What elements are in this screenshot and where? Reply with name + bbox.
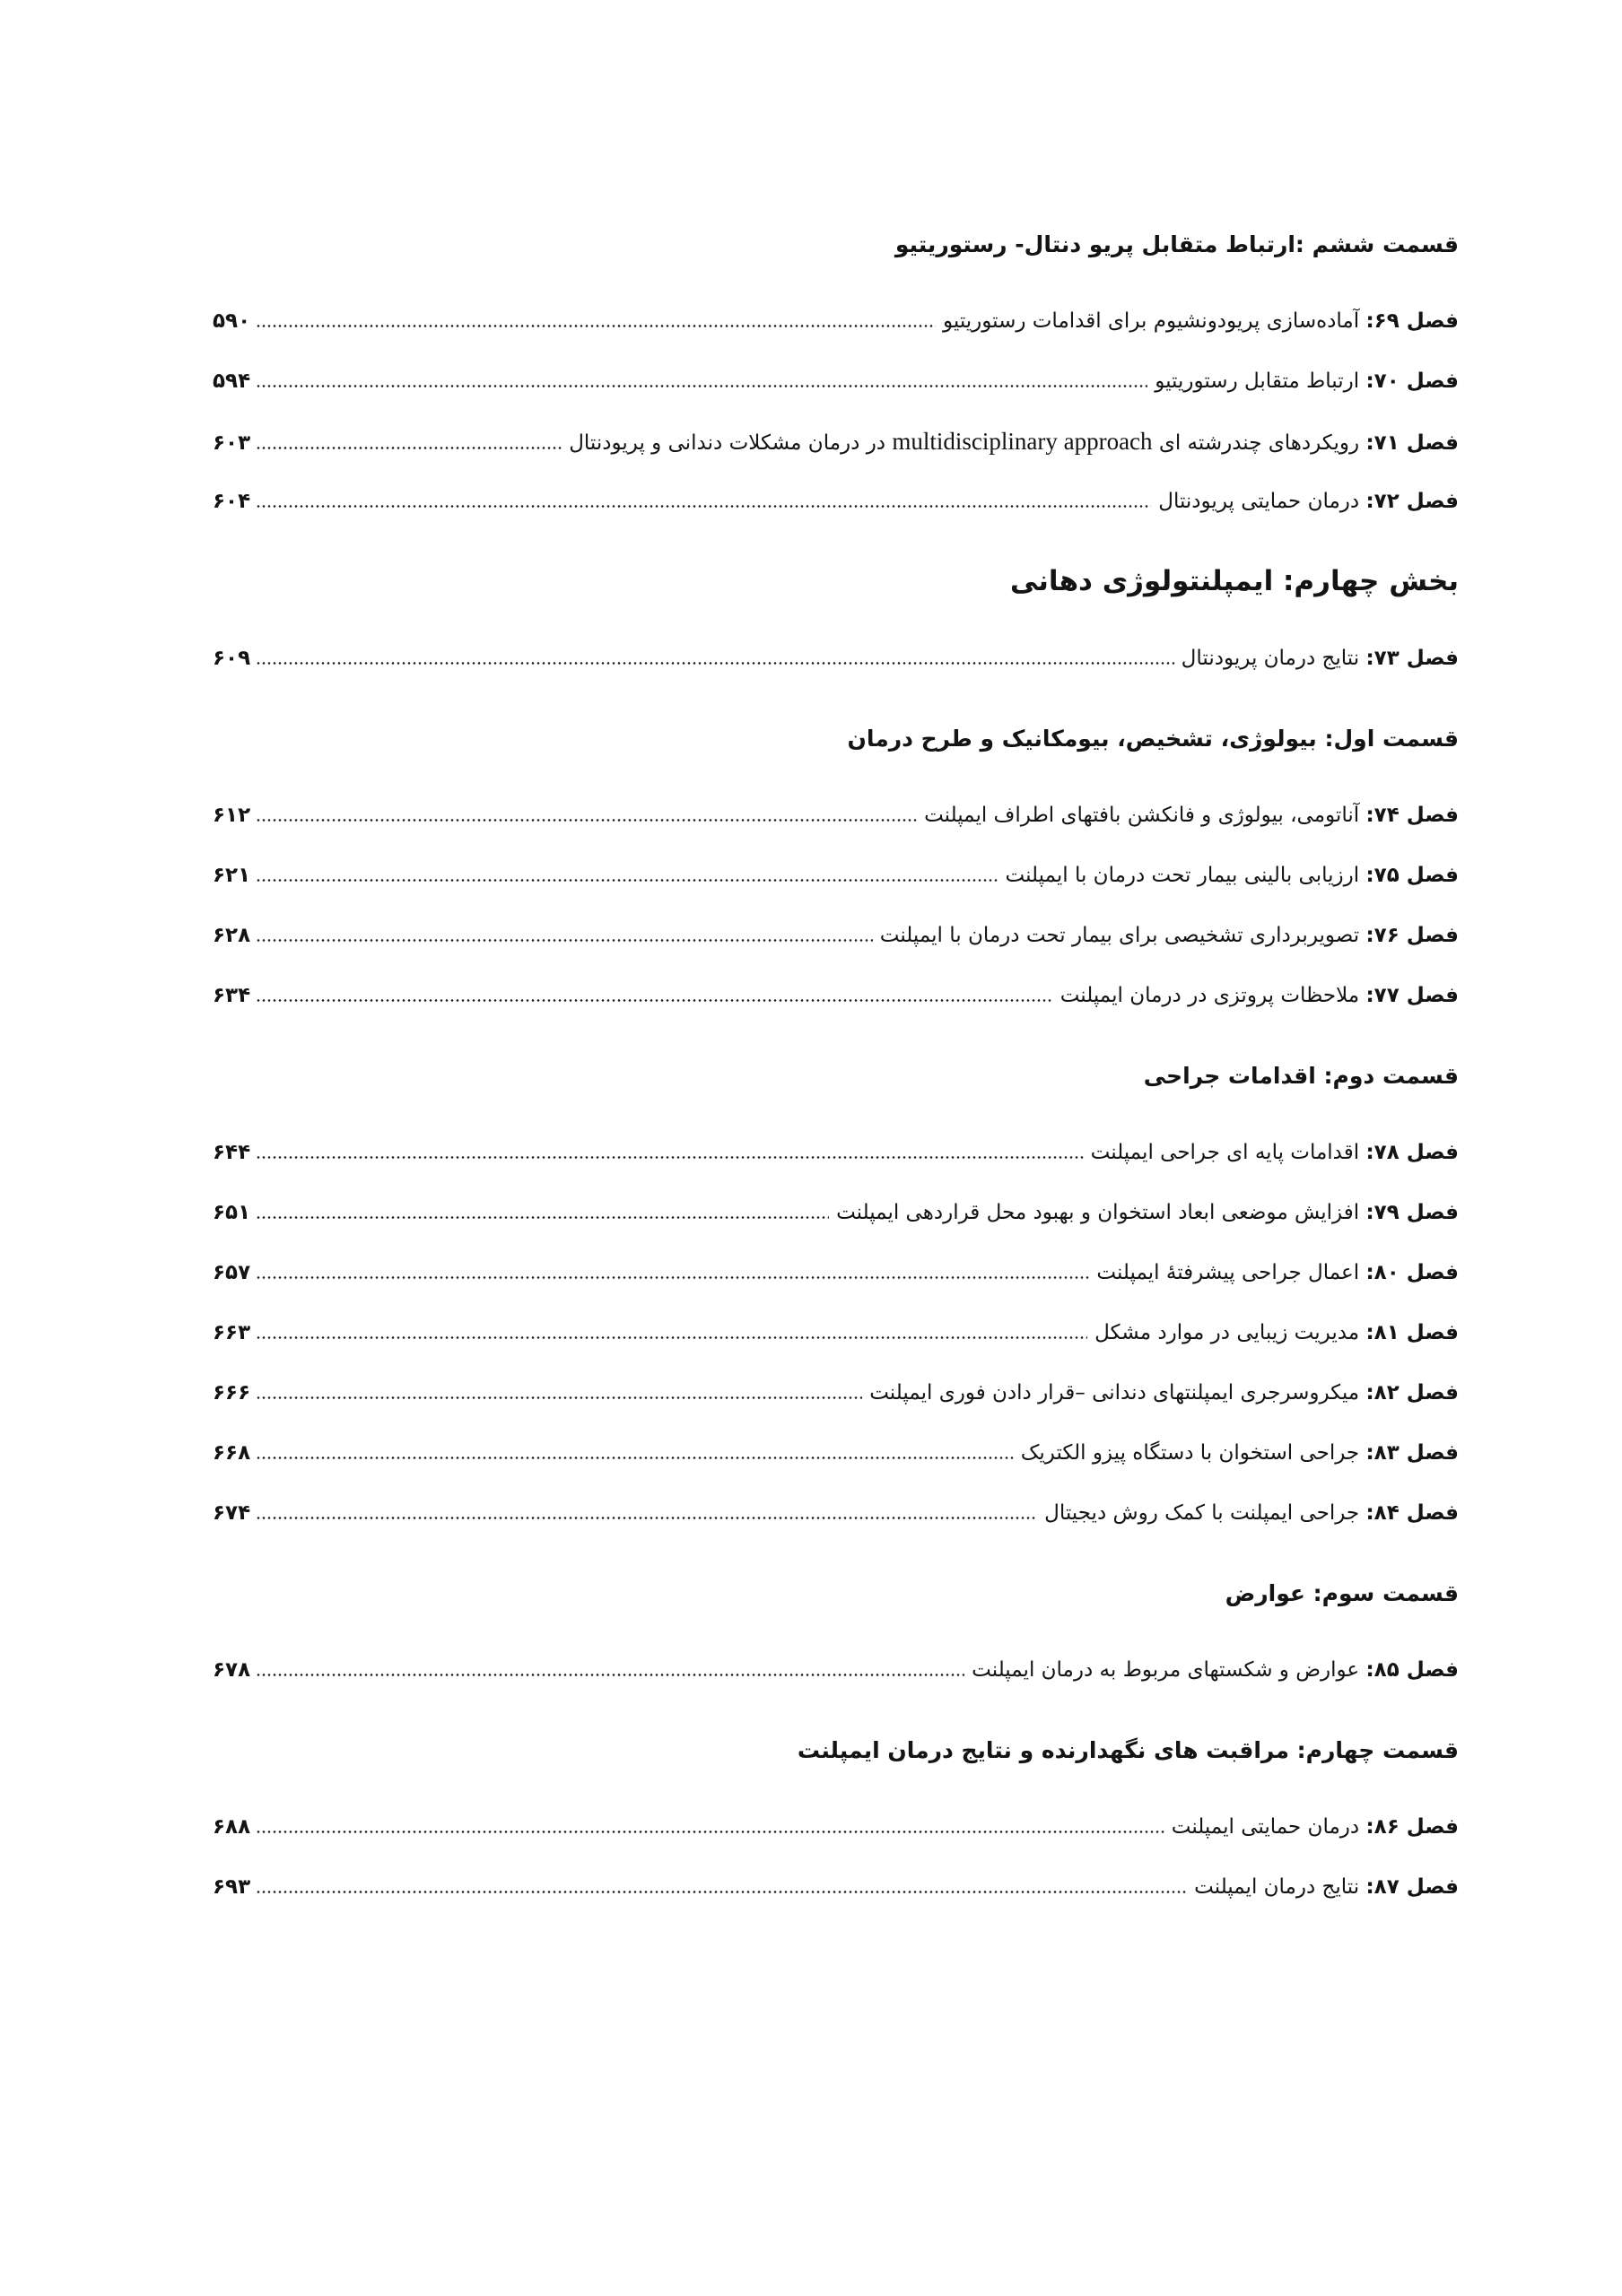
entry-text <box>924 786 1459 846</box>
dot-leader <box>256 447 562 449</box>
dot-leader <box>256 1457 1014 1459</box>
page-number: ۶۲۸ <box>213 924 251 947</box>
chapter-title: نتایج درمان پریودنتال <box>1181 647 1360 670</box>
page-number: ۶۶۳ <box>213 1321 251 1344</box>
page-number: ۶۰۴ <box>213 490 251 513</box>
chapter-label: فصل ۷۱: <box>1365 431 1459 455</box>
chapter-title: آماده‌سازی پریودونشیوم برای اقدامات رستوریتیو <box>943 309 1360 333</box>
dot-leader <box>256 999 1053 1002</box>
dot-leader <box>256 1396 862 1399</box>
chapter-title-latin: multidisciplinary approach <box>892 428 1153 455</box>
page-number: ۶۶۸ <box>213 1441 251 1465</box>
chapter-title: مدیریت زیبایی در موارد مشکل <box>1094 1321 1360 1344</box>
heading-text: قسمت اول: بیولوژی، تشخیص، بیومکانیک و طرح درمان <box>847 726 1459 752</box>
entry-text <box>869 1363 1459 1423</box>
toc-entry <box>213 472 1459 532</box>
heading-text: قسمت سوم: عوارض <box>1225 1580 1459 1606</box>
dot-leader <box>256 939 873 942</box>
dot-leader <box>256 1276 1089 1279</box>
table-of-contents <box>213 214 1459 1918</box>
dot-leader <box>256 505 1151 508</box>
entry-text <box>1005 846 1459 906</box>
toc-entry <box>213 1857 1459 1918</box>
chapter-label: فصل ۷۳: <box>1365 647 1459 670</box>
page-number: ۶۳۴ <box>213 984 251 1007</box>
chapter-title: رویکردهای چندرشته ای <box>1158 431 1360 455</box>
page-number: ۶۷۴ <box>213 1501 251 1525</box>
page-number: ۵۹۴ <box>213 370 251 393</box>
page-number: ۶۷۸ <box>213 1658 251 1682</box>
part-heading <box>213 214 1459 274</box>
toc-entry <box>213 846 1459 906</box>
chapter-label: فصل ۷۹: <box>1365 1201 1459 1224</box>
entry-text <box>569 412 1459 474</box>
chapter-title: درمان حمایتی ایمپلنت <box>1171 1815 1360 1839</box>
toc-entry <box>213 1640 1459 1700</box>
chapter-title: عوارض و شکستهای مربوط به درمان ایمپلنت <box>972 1658 1360 1682</box>
page-number: ۵۹۰ <box>213 309 251 333</box>
page-number: ۶۱۲ <box>213 804 251 827</box>
chapter-title: اعمال جراحی پیشرفتهٔ ایمپلنت <box>1096 1261 1360 1284</box>
toc-entry <box>213 352 1459 412</box>
dot-leader <box>256 1517 1037 1519</box>
entry-text <box>1172 1797 1459 1857</box>
chapter-title: تصویربرداری تشخیصی برای بیمار تحت درمان با ایمپلنت <box>879 924 1360 947</box>
chapter-label: فصل ۸۵: <box>1365 1658 1459 1682</box>
page-number: ۶۰۹ <box>213 647 251 670</box>
toc-entry <box>213 1423 1459 1483</box>
chapter-label: فصل ۶۹: <box>1365 309 1459 333</box>
chapter-label: فصل ۷۵: <box>1365 864 1459 887</box>
toc-entry <box>213 1243 1459 1303</box>
page-number: ۶۴۴ <box>213 1141 251 1164</box>
entry-text <box>1096 1243 1459 1303</box>
part-heading <box>213 709 1459 769</box>
dot-leader <box>256 385 1147 387</box>
page-number: ۶۰۳ <box>213 431 251 455</box>
chapter-label: فصل ۷۸: <box>1365 1141 1459 1164</box>
page-number: ۶۹۳ <box>213 1875 251 1899</box>
toc-entry <box>213 629 1459 689</box>
toc-entry <box>213 1363 1459 1423</box>
chapter-label: فصل ۸۴: <box>1365 1501 1459 1525</box>
chapter-label: فصل ۷۲: <box>1365 490 1459 513</box>
chapter-label: فصل ۷۴: <box>1365 804 1459 827</box>
entry-text <box>1091 1123 1459 1183</box>
chapter-title: اقدامات پایه ای جراحی ایمپلنت <box>1090 1141 1360 1164</box>
page-number: ۶۵۷ <box>213 1261 251 1284</box>
dot-leader <box>256 1216 829 1219</box>
chapter-label: فصل ۸۶: <box>1365 1815 1459 1839</box>
toc-entry <box>213 966 1459 1026</box>
entry-text <box>1155 352 1459 412</box>
dot-leader <box>256 1891 1187 1893</box>
chapter-label: فصل ۷۶: <box>1365 924 1459 947</box>
toc-entry <box>213 1123 1459 1183</box>
toc-entry <box>213 291 1459 352</box>
chapter-label: فصل ۸۲: <box>1365 1381 1459 1405</box>
toc-entry <box>213 786 1459 846</box>
toc-entry <box>213 1483 1459 1544</box>
dot-leader <box>256 662 1174 665</box>
page-number: ۶۸۸ <box>213 1815 251 1839</box>
entry-text <box>1094 1303 1459 1363</box>
toc-entry <box>213 1797 1459 1857</box>
entry-text <box>1158 472 1459 532</box>
entry-text <box>1044 1483 1459 1544</box>
dot-leader <box>256 1674 964 1676</box>
part-heading <box>213 1720 1459 1780</box>
dot-leader <box>256 1156 1084 1159</box>
chapter-title: ارزیابی بالینی بیمار تحت درمان با ایمپلنت <box>1005 864 1360 887</box>
chapter-label: فصل ۸۱: <box>1365 1321 1459 1344</box>
chapter-title: ارتباط متقابل رستوریتیو <box>1155 370 1360 393</box>
part-heading <box>213 1046 1459 1106</box>
page-number: ۶۲۱ <box>213 864 251 887</box>
dot-leader <box>256 1831 1164 1833</box>
toc-entry <box>213 906 1459 966</box>
chapter-label: فصل ۸۰: <box>1365 1261 1459 1284</box>
entry-text <box>1060 966 1459 1026</box>
dot-leader <box>256 1336 1087 1339</box>
heading-text: بخش چهارم: ایمپلنتولوژی دهانی <box>1009 565 1459 597</box>
chapter-label: فصل ۷۰: <box>1365 370 1459 393</box>
entry-text <box>1021 1423 1459 1483</box>
chapter-title-continued: در درمان مشکلات دندانی و پریودنتال <box>569 431 886 455</box>
chapter-title: جراحی استخوان با دستگاه پیزو الکتریک <box>1020 1441 1360 1465</box>
entry-text <box>836 1183 1459 1243</box>
toc-entry <box>213 1183 1459 1243</box>
chapter-title: میکروسرجری ایمپلنتهای دندانی –قرار دادن فوری ایمپلنت <box>869 1381 1360 1405</box>
heading-text: قسمت دوم: اقدامات جراحی <box>1143 1063 1459 1089</box>
part-heading <box>213 1563 1459 1623</box>
chapter-label: فصل ۸۷: <box>1365 1875 1459 1899</box>
entry-text <box>880 906 1459 966</box>
chapter-title: درمان حمایتی پریودنتال <box>1158 490 1360 513</box>
chapter-title: نتایج درمان ایمپلنت <box>1194 1875 1360 1899</box>
dot-leader <box>256 879 998 882</box>
page-number: ۶۶۶ <box>213 1381 251 1405</box>
heading-text: قسمت چهارم: مراقبت های نگهدارنده و نتایج درمان ایمپلنت <box>797 1737 1459 1763</box>
dot-leader <box>256 819 917 822</box>
section-heading <box>213 552 1459 612</box>
entry-text <box>943 291 1459 352</box>
chapter-title: افزایش موضعی ابعاد استخوان و بهبود محل قراردهی ایمپلنت <box>836 1201 1360 1224</box>
chapter-label: فصل ۸۳: <box>1365 1441 1459 1465</box>
chapter-title: آناتومی، بیولوژی و فانکشن بافتهای اطراف ایمپلنت <box>924 804 1360 827</box>
chapter-label: فصل ۷۷: <box>1365 984 1459 1007</box>
entry-text <box>1194 1857 1459 1918</box>
dot-leader <box>256 325 936 327</box>
entry-text <box>972 1640 1459 1700</box>
chapter-title: جراحی ایمپلنت با کمک روش دیجیتال <box>1044 1501 1360 1525</box>
toc-entry <box>213 412 1459 472</box>
heading-text: قسمت ششم :ارتباط متقابل پریو دنتال- رستوریتیو <box>894 231 1459 257</box>
page-number: ۶۵۱ <box>213 1201 251 1224</box>
toc-entry <box>213 1303 1459 1363</box>
entry-text <box>1182 629 1459 689</box>
chapter-title: ملاحظات پروتزی در درمان ایمپلنت <box>1060 984 1360 1007</box>
